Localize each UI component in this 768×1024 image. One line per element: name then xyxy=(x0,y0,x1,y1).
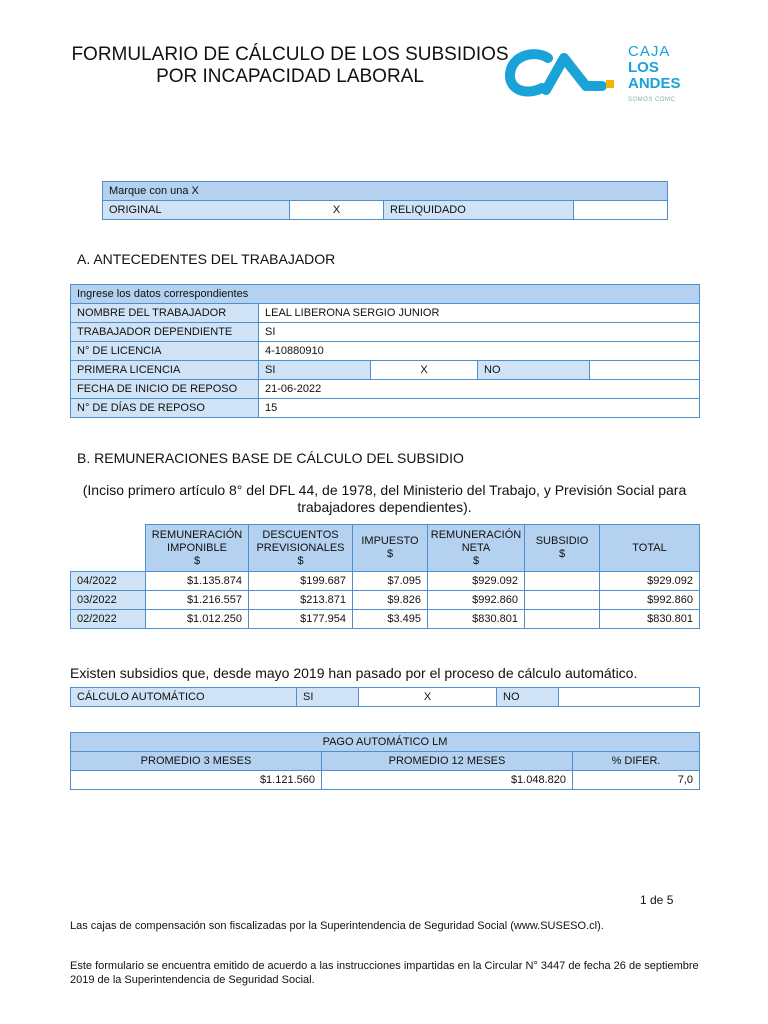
col-imponible-l2: IMPONIBLE xyxy=(167,541,227,554)
pago-col-12-meses: PROMEDIO 12 MESES xyxy=(322,752,573,771)
col-imponible-l3: $ xyxy=(193,554,201,567)
row-neta: $830.801 xyxy=(428,610,525,629)
nombre-label: NOMBRE DEL TRABAJADOR xyxy=(71,304,259,323)
licencia-label: N° DE LICENCIA xyxy=(71,342,259,361)
row-impuesto: $3.495 xyxy=(353,610,428,629)
title-line-2: POR INCAPACIDAD LABORAL xyxy=(156,66,424,87)
section-b-note xyxy=(70,482,699,516)
title-line-1: FORMULARIO DE CÁLCULO DE LOS SUBSIDIOS xyxy=(71,44,509,65)
automatico-si-mark-box[interactable]: X xyxy=(359,688,497,707)
section-b-note-line-1: (Inciso primero artículo 8° del DFL 44, de 1978, del Ministerio del Trabajo, y Previsión Social para xyxy=(82,482,687,498)
primera-si-mark-box[interactable]: X xyxy=(371,361,478,380)
row-descuentos: $199.687 xyxy=(249,572,353,591)
pago-col-3-meses: PROMEDIO 3 MESES xyxy=(71,752,322,771)
col-descuentos-l3: $ xyxy=(297,554,304,567)
pago-col-difer: % DIFER. xyxy=(573,752,700,771)
dias-value[interactable]: 15 xyxy=(259,399,700,418)
section-a-heading: A. ANTECEDENTES DEL TRABAJADOR xyxy=(77,251,336,267)
worker-data-table xyxy=(70,284,700,418)
section-b-note-line-2: trabajadores dependientes). xyxy=(297,499,472,515)
col-neta-l2: NETA xyxy=(461,541,491,554)
page-title xyxy=(60,44,520,88)
remuneraciones-table xyxy=(70,524,700,629)
row-descuentos: $177.954 xyxy=(249,610,353,629)
fecha-label: FECHA DE INICIO DE REPOSO xyxy=(71,380,259,399)
logo-tagline: SOMOS COMC xyxy=(628,97,676,103)
col-descuentos xyxy=(249,525,353,572)
pago-val-12-meses: $1.048.820 xyxy=(322,771,573,790)
row-periodo: 02/2022 xyxy=(71,610,146,629)
col-neta-l3: $ xyxy=(472,554,480,567)
worker-data-instruction: Ingrese los datos correspondientes xyxy=(71,285,700,304)
primera-licencia-label: PRIMERA LICENCIA xyxy=(71,361,259,380)
automatico-label: CÁLCULO AUTOMÁTICO xyxy=(71,688,297,707)
row-imponible: $1.135.874 xyxy=(146,572,249,591)
col-subsidio-l1: SUBSIDIO xyxy=(535,535,589,547)
row-total: $992.860 xyxy=(600,591,700,610)
col-imponible-l1: REMUNERACIÓN xyxy=(151,528,243,541)
dependiente-value[interactable]: SI xyxy=(259,323,700,342)
logo-wordmark xyxy=(628,44,681,108)
col-neta-l1: REMUNERACIÓN xyxy=(430,528,522,541)
row-imponible: $1.012.250 xyxy=(146,610,249,629)
section-b-heading: B. REMUNERACIONES BASE DE CÁLCULO DEL SUBSIDIO xyxy=(77,450,464,466)
logo-line-2: LOS xyxy=(628,59,659,76)
reliquidado-label: RELIQUIDADO xyxy=(384,201,574,220)
footer-circular: Este formulario se encuentra emitido de acuerdo a las instrucciones impartidas en la Circular N° 3447 de fecha 26 de septiembre 2019 de la Superintendencia de Seguridad Social. xyxy=(70,960,699,986)
col-impuesto-l1: IMPUESTO xyxy=(361,535,419,547)
automatico-table xyxy=(70,687,700,707)
col-total: TOTAL xyxy=(600,525,700,572)
col-subsidio-l2: $ xyxy=(558,548,566,560)
row-periodo: 04/2022 xyxy=(71,572,146,591)
form-type-table xyxy=(102,181,668,220)
logo-line-1: CAJA xyxy=(628,43,671,60)
col-subsidio xyxy=(525,525,600,572)
row-descuentos: $213.871 xyxy=(249,591,353,610)
pago-automatico-table xyxy=(70,732,700,790)
blank-corner xyxy=(71,525,146,572)
row-total: $929.092 xyxy=(600,572,700,591)
row-imponible: $1.216.557 xyxy=(146,591,249,610)
footer-fiscalizadas: Las cajas de compensación son fiscalizadas por la Superintendencia de Seguridad Social (www.SUSESO.cl). xyxy=(70,920,604,932)
col-impuesto xyxy=(353,525,428,572)
primera-no-label: NO xyxy=(478,361,590,380)
row-impuesto: $9.826 xyxy=(353,591,428,610)
col-imponible xyxy=(146,525,249,572)
pago-title: PAGO AUTOMÁTICO LM xyxy=(71,733,700,752)
form-type-instruction: Marque con una X xyxy=(103,182,668,201)
dias-label: N° DE DÍAS DE REPOSO xyxy=(71,399,259,418)
row-neta: $929.092 xyxy=(428,572,525,591)
licencia-value[interactable]: 4-10880910 xyxy=(259,342,700,361)
col-descuentos-l1: DESCUENTOS xyxy=(262,528,339,541)
row-subsidio xyxy=(525,591,600,610)
row-subsidio xyxy=(525,572,600,591)
pago-val-difer: 7,0 xyxy=(573,771,700,790)
nombre-value[interactable]: LEAL LIBERONA SERGIO JUNIOR xyxy=(259,304,700,323)
automatico-no-label: NO xyxy=(497,688,559,707)
col-impuesto-l2: $ xyxy=(386,548,394,560)
logo-line-3: ANDES xyxy=(628,75,681,92)
row-neta: $992.860 xyxy=(428,591,525,610)
row-subsidio xyxy=(525,610,600,629)
primera-si-label: SI xyxy=(259,361,371,380)
automatico-no-mark-box[interactable] xyxy=(559,688,700,707)
reliquidado-mark-box[interactable] xyxy=(574,201,668,220)
original-label: ORIGINAL xyxy=(103,201,290,220)
col-descuentos-l2: PREVISIONALES xyxy=(256,541,345,554)
row-total: $830.801 xyxy=(600,610,700,629)
dependiente-label: TRABAJADOR DEPENDIENTE xyxy=(71,323,259,342)
original-mark-box[interactable]: X xyxy=(290,201,384,220)
pago-val-3-meses: $1.121.560 xyxy=(71,771,322,790)
row-periodo: 03/2022 xyxy=(71,591,146,610)
row-impuesto: $7.095 xyxy=(353,572,428,591)
primera-no-mark-box[interactable] xyxy=(590,361,700,380)
automatico-note: Existen subsidios que, desde mayo 2019 han pasado por el proceso de cálculo automático. xyxy=(70,665,638,681)
page-number: 1 de 5 xyxy=(640,893,674,907)
fecha-value[interactable]: 21-06-2022 xyxy=(259,380,700,399)
automatico-si-label: SI xyxy=(297,688,359,707)
col-neta xyxy=(428,525,525,572)
